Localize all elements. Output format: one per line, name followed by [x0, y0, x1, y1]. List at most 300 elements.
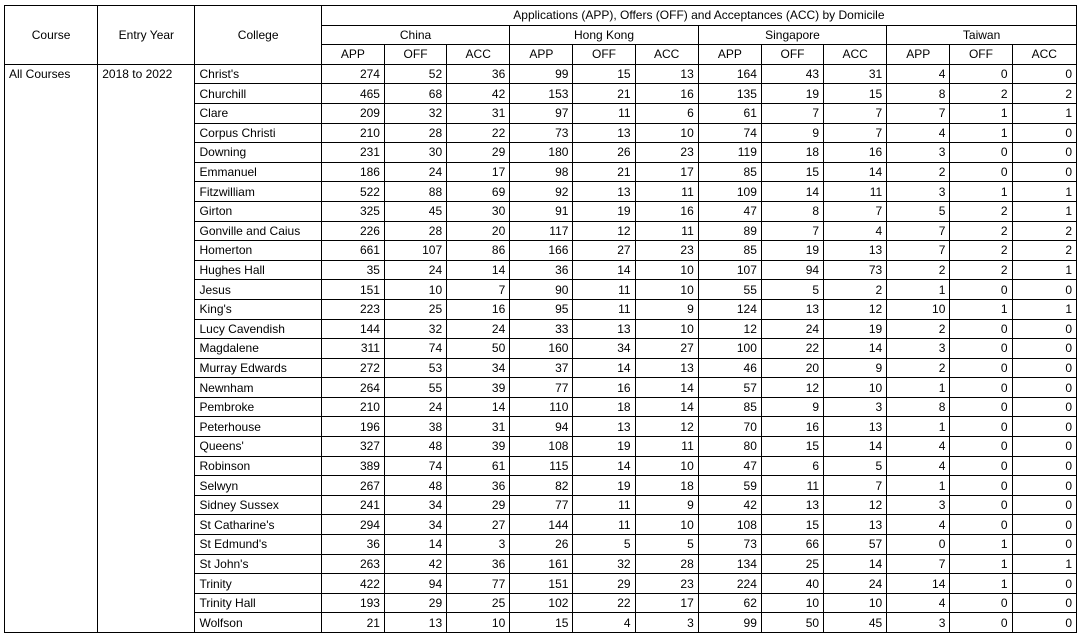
cell-entry-year: [98, 397, 195, 417]
cell-off: 9: [761, 397, 823, 417]
cell-acc: 0: [1012, 515, 1076, 535]
cell-course: [5, 143, 98, 163]
cell-off: 15: [761, 437, 823, 457]
cell-off: 11: [573, 495, 635, 515]
cell-course: [5, 221, 98, 241]
table-row: [5, 280, 1077, 300]
cell-off: 2: [950, 221, 1012, 241]
cell-entry-year: [98, 476, 195, 496]
cell-entry-year: [98, 143, 195, 163]
table-row: [5, 84, 1077, 104]
header-sub-acc: ACC: [824, 45, 887, 65]
cell-off: 11: [573, 103, 635, 123]
cell-app: 7: [887, 241, 950, 261]
table-row: [5, 103, 1077, 123]
cell-app: 161: [510, 554, 573, 574]
cell-app: 47: [698, 456, 761, 476]
header-domicile-china: China: [321, 25, 509, 45]
cell-acc: 18: [635, 476, 698, 496]
cell-course: [5, 535, 98, 555]
cell-off: 14: [573, 456, 635, 476]
cell-acc: 7: [824, 123, 887, 143]
cell-off: 32: [384, 103, 446, 123]
cell-off: 1: [950, 554, 1012, 574]
cell-off: 10: [384, 280, 446, 300]
header-college: College: [195, 6, 321, 65]
cell-off: 24: [384, 260, 446, 280]
header-sub-acc: ACC: [1012, 45, 1076, 65]
cell-acc: 39: [447, 378, 510, 398]
cell-app: 210: [321, 123, 384, 143]
cell-acc: 0: [1012, 495, 1076, 515]
cell-off: 29: [573, 574, 635, 594]
cell-acc: 14: [635, 378, 698, 398]
cell-off: 11: [573, 515, 635, 535]
cell-acc: 19: [824, 319, 887, 339]
cell-entry-year: [98, 593, 195, 613]
cell-off: 0: [950, 593, 1012, 613]
cell-off: 0: [950, 417, 1012, 437]
cell-app: 119: [698, 143, 761, 163]
cell-course: [5, 417, 98, 437]
cell-off: 20: [761, 358, 823, 378]
cell-app: 4: [887, 437, 950, 457]
table-row: [5, 162, 1077, 182]
cell-acc: 11: [824, 182, 887, 202]
table-row: [5, 417, 1077, 437]
cell-off: 38: [384, 417, 446, 437]
cell-entry-year: [98, 574, 195, 594]
cell-acc: 1: [1012, 554, 1076, 574]
cell-acc: 10: [447, 613, 510, 633]
cell-acc: 29: [447, 495, 510, 515]
cell-app: 73: [698, 535, 761, 555]
cell-app: 80: [698, 437, 761, 457]
cell-off: 25: [384, 299, 446, 319]
table-row: [5, 554, 1077, 574]
cell-app: 57: [698, 378, 761, 398]
cell-acc: 17: [635, 162, 698, 182]
cell-course: [5, 241, 98, 261]
cell-course: [5, 103, 98, 123]
cell-acc: 23: [635, 143, 698, 163]
cell-acc: 3: [447, 535, 510, 555]
cell-off: 53: [384, 358, 446, 378]
cell-app: 196: [321, 417, 384, 437]
cell-off: 6: [761, 456, 823, 476]
cell-acc: 86: [447, 241, 510, 261]
table-row: [5, 123, 1077, 143]
header-sub-off: OFF: [761, 45, 823, 65]
cell-off: 0: [950, 378, 1012, 398]
cell-acc: 12: [824, 299, 887, 319]
table-row: [5, 221, 1077, 241]
cell-acc: 0: [1012, 319, 1076, 339]
cell-entry-year: [98, 456, 195, 476]
cell-acc: 13: [635, 358, 698, 378]
cell-course: [5, 476, 98, 496]
cell-college: Fitzwilliam: [195, 182, 321, 202]
cell-app: 7: [887, 221, 950, 241]
cell-course: [5, 280, 98, 300]
cell-off: 2: [950, 201, 1012, 221]
cell-acc: 16: [635, 201, 698, 221]
cell-app: 89: [698, 221, 761, 241]
cell-entry-year: [98, 221, 195, 241]
cell-app: 35: [321, 260, 384, 280]
cell-acc: 9: [824, 358, 887, 378]
cell-course: [5, 397, 98, 417]
cell-acc: 12: [824, 495, 887, 515]
cell-off: 15: [573, 64, 635, 84]
cell-app: 100: [698, 339, 761, 359]
cell-entry-year: [98, 554, 195, 574]
header-entry-year: Entry Year: [98, 6, 195, 65]
cell-app: 223: [321, 299, 384, 319]
cell-acc: 36: [447, 476, 510, 496]
table-row: [5, 260, 1077, 280]
cell-college: Girton: [195, 201, 321, 221]
cell-acc: 16: [824, 143, 887, 163]
cell-app: 8: [887, 397, 950, 417]
cell-off: 19: [573, 201, 635, 221]
cell-app: 26: [510, 535, 573, 555]
cell-off: 8: [761, 201, 823, 221]
cell-acc: 36: [447, 554, 510, 574]
cell-acc: 0: [1012, 456, 1076, 476]
cell-acc: 1: [1012, 260, 1076, 280]
cell-app: 0: [887, 535, 950, 555]
cell-acc: 1: [1012, 201, 1076, 221]
cell-off: 34: [384, 495, 446, 515]
cell-acc: 10: [635, 456, 698, 476]
cell-college: Clare: [195, 103, 321, 123]
cell-college: King's: [195, 299, 321, 319]
cell-acc: 14: [447, 260, 510, 280]
cell-app: 3: [887, 182, 950, 202]
cell-acc: 5: [635, 535, 698, 555]
cell-acc: 20: [447, 221, 510, 241]
cell-app: 46: [698, 358, 761, 378]
cell-off: 42: [384, 554, 446, 574]
cell-acc: 42: [447, 84, 510, 104]
table-row: [5, 613, 1077, 633]
cell-entry-year: [98, 358, 195, 378]
cell-college: St Edmund's: [195, 535, 321, 555]
cell-acc: 39: [447, 437, 510, 457]
cell-college: Emmanuel: [195, 162, 321, 182]
cell-acc: 17: [447, 162, 510, 182]
table-row: [5, 397, 1077, 417]
cell-course: [5, 574, 98, 594]
cell-acc: 25: [447, 593, 510, 613]
cell-off: 94: [761, 260, 823, 280]
cell-app: 151: [321, 280, 384, 300]
cell-college: St Catharine's: [195, 515, 321, 535]
cell-off: 11: [761, 476, 823, 496]
cell-off: 48: [384, 437, 446, 457]
cell-app: 226: [321, 221, 384, 241]
cell-app: 2: [887, 319, 950, 339]
cell-course: [5, 84, 98, 104]
table-row: [5, 64, 1077, 84]
header-course: Course: [5, 6, 98, 65]
cell-acc: 0: [1012, 64, 1076, 84]
cell-college: Lucy Cavendish: [195, 319, 321, 339]
cell-off: 21: [573, 84, 635, 104]
cell-entry-year: 2018 to 2022: [98, 64, 195, 84]
table-row: [5, 299, 1077, 319]
cell-acc: 0: [1012, 476, 1076, 496]
cell-off: 1: [950, 103, 1012, 123]
cell-acc: 4: [824, 221, 887, 241]
cell-app: 15: [510, 613, 573, 633]
cell-college: Newnham: [195, 378, 321, 398]
cell-off: 0: [950, 515, 1012, 535]
header-sub-app: APP: [510, 45, 573, 65]
cell-acc: 14: [824, 554, 887, 574]
cell-off: 21: [573, 162, 635, 182]
cell-acc: 0: [1012, 593, 1076, 613]
cell-acc: 73: [824, 260, 887, 280]
cell-off: 11: [573, 299, 635, 319]
cell-off: 1: [950, 182, 1012, 202]
cell-acc: 6: [635, 103, 698, 123]
table-row: [5, 495, 1077, 515]
cell-off: 16: [573, 378, 635, 398]
cell-app: 85: [698, 162, 761, 182]
cell-college: Wolfson: [195, 613, 321, 633]
cell-app: 160: [510, 339, 573, 359]
cell-app: 325: [321, 201, 384, 221]
cell-app: 134: [698, 554, 761, 574]
table-row: [5, 437, 1077, 457]
cell-app: 108: [510, 437, 573, 457]
cell-college: Homerton: [195, 241, 321, 261]
cell-acc: 0: [1012, 397, 1076, 417]
cell-off: 43: [761, 64, 823, 84]
cell-off: 24: [384, 162, 446, 182]
cell-off: 13: [573, 417, 635, 437]
cell-acc: 0: [1012, 535, 1076, 555]
cell-college: Peterhouse: [195, 417, 321, 437]
cell-app: 4: [887, 515, 950, 535]
cell-off: 7: [761, 221, 823, 241]
cell-entry-year: [98, 260, 195, 280]
cell-course: [5, 339, 98, 359]
cell-app: 186: [321, 162, 384, 182]
cell-app: 151: [510, 574, 573, 594]
cell-app: 77: [510, 495, 573, 515]
cell-app: 7: [887, 554, 950, 574]
cell-off: 0: [950, 495, 1012, 515]
cell-off: 0: [950, 280, 1012, 300]
cell-off: 107: [384, 241, 446, 261]
cell-app: 36: [321, 535, 384, 555]
cell-off: 0: [950, 339, 1012, 359]
cell-off: 2: [950, 241, 1012, 261]
cell-acc: 1: [1012, 299, 1076, 319]
cell-off: 11: [573, 280, 635, 300]
cell-off: 12: [573, 221, 635, 241]
cell-college: Jesus: [195, 280, 321, 300]
cell-acc: 0: [1012, 162, 1076, 182]
cell-college: Corpus Christi: [195, 123, 321, 143]
cell-app: 33: [510, 319, 573, 339]
cell-app: 85: [698, 397, 761, 417]
cell-acc: 0: [1012, 339, 1076, 359]
cell-app: 90: [510, 280, 573, 300]
cell-app: 61: [698, 103, 761, 123]
cell-acc: 30: [447, 201, 510, 221]
header-sub-app: APP: [698, 45, 761, 65]
cell-off: 24: [761, 319, 823, 339]
table-row: [5, 241, 1077, 261]
cell-off: 28: [384, 221, 446, 241]
header-sub-off: OFF: [950, 45, 1012, 65]
cell-entry-year: [98, 417, 195, 437]
cell-entry-year: [98, 201, 195, 221]
cell-off: 0: [950, 319, 1012, 339]
cell-app: 1: [887, 476, 950, 496]
cell-app: 164: [698, 64, 761, 84]
cell-app: 8: [887, 84, 950, 104]
cell-app: 389: [321, 456, 384, 476]
cell-off: 18: [761, 143, 823, 163]
cell-acc: 27: [635, 339, 698, 359]
cell-app: 7: [887, 103, 950, 123]
cell-acc: 28: [635, 554, 698, 574]
cell-college: Trinity Hall: [195, 593, 321, 613]
cell-acc: 31: [824, 64, 887, 84]
cell-off: 55: [384, 378, 446, 398]
cell-off: 48: [384, 476, 446, 496]
cell-app: 327: [321, 437, 384, 457]
cell-entry-year: [98, 515, 195, 535]
cell-acc: 7: [824, 476, 887, 496]
cell-app: 193: [321, 593, 384, 613]
cell-app: 264: [321, 378, 384, 398]
cell-off: 0: [950, 397, 1012, 417]
cell-off: 0: [950, 456, 1012, 476]
cell-app: 294: [321, 515, 384, 535]
cell-entry-year: [98, 535, 195, 555]
header-sub-app: APP: [321, 45, 384, 65]
cell-off: 15: [761, 515, 823, 535]
cell-app: 74: [698, 123, 761, 143]
cell-app: 210: [321, 397, 384, 417]
table-row: [5, 535, 1077, 555]
cell-off: 66: [761, 535, 823, 555]
cell-acc: 24: [824, 574, 887, 594]
cell-off: 0: [950, 358, 1012, 378]
cell-app: 2: [887, 162, 950, 182]
cell-college: Selwyn: [195, 476, 321, 496]
cell-off: 0: [950, 64, 1012, 84]
cell-app: 4: [887, 456, 950, 476]
cell-off: 1: [950, 123, 1012, 143]
cell-app: 77: [510, 378, 573, 398]
cell-off: 32: [384, 319, 446, 339]
cell-acc: 14: [824, 162, 887, 182]
cell-acc: 5: [824, 456, 887, 476]
cell-off: 50: [761, 613, 823, 633]
cell-app: 107: [698, 260, 761, 280]
cell-off: 5: [761, 280, 823, 300]
cell-acc: 2: [1012, 84, 1076, 104]
cell-app: 153: [510, 84, 573, 104]
cell-acc: 36: [447, 64, 510, 84]
cell-app: 109: [698, 182, 761, 202]
cell-acc: 10: [635, 280, 698, 300]
cell-entry-year: [98, 437, 195, 457]
cell-course: [5, 319, 98, 339]
cell-off: 19: [761, 241, 823, 261]
cell-app: 4: [887, 64, 950, 84]
cell-off: 10: [761, 593, 823, 613]
cell-acc: 45: [824, 613, 887, 633]
cell-off: 0: [950, 143, 1012, 163]
cell-acc: 9: [635, 495, 698, 515]
cell-off: 0: [950, 437, 1012, 457]
header-sub-app: APP: [887, 45, 950, 65]
cell-course: [5, 123, 98, 143]
cell-college: Queens': [195, 437, 321, 457]
cell-college: Gonville and Caius: [195, 221, 321, 241]
cell-app: 144: [510, 515, 573, 535]
cell-off: 0: [950, 476, 1012, 496]
cell-acc: 0: [1012, 123, 1076, 143]
cell-entry-year: [98, 378, 195, 398]
cell-app: 110: [510, 397, 573, 417]
cell-app: 144: [321, 319, 384, 339]
cell-acc: 0: [1012, 417, 1076, 437]
table-row: [5, 358, 1077, 378]
cell-acc: 16: [447, 299, 510, 319]
header-sub-acc: ACC: [635, 45, 698, 65]
cell-app: 1: [887, 280, 950, 300]
cell-off: 19: [573, 437, 635, 457]
cell-entry-year: [98, 123, 195, 143]
cell-off: 2: [950, 84, 1012, 104]
cell-off: 12: [761, 378, 823, 398]
cell-acc: 10: [635, 319, 698, 339]
cell-app: 97: [510, 103, 573, 123]
cell-acc: 77: [447, 574, 510, 594]
cell-acc: 24: [447, 319, 510, 339]
cell-acc: 2: [1012, 241, 1076, 261]
cell-off: 9: [761, 123, 823, 143]
cell-course: All Courses: [5, 64, 98, 84]
cell-app: 1: [887, 378, 950, 398]
cell-off: 19: [761, 84, 823, 104]
table-body: [5, 64, 1077, 632]
cell-acc: 50: [447, 339, 510, 359]
cell-acc: 10: [824, 593, 887, 613]
cell-app: 209: [321, 103, 384, 123]
cell-app: 73: [510, 123, 573, 143]
cell-off: 24: [384, 397, 446, 417]
table-row: [5, 378, 1077, 398]
cell-course: [5, 378, 98, 398]
cell-acc: 7: [824, 201, 887, 221]
header-sub-acc: ACC: [447, 45, 510, 65]
cell-course: [5, 182, 98, 202]
cell-acc: 0: [1012, 574, 1076, 594]
cell-app: 62: [698, 593, 761, 613]
cell-app: 91: [510, 201, 573, 221]
cell-app: 85: [698, 241, 761, 261]
